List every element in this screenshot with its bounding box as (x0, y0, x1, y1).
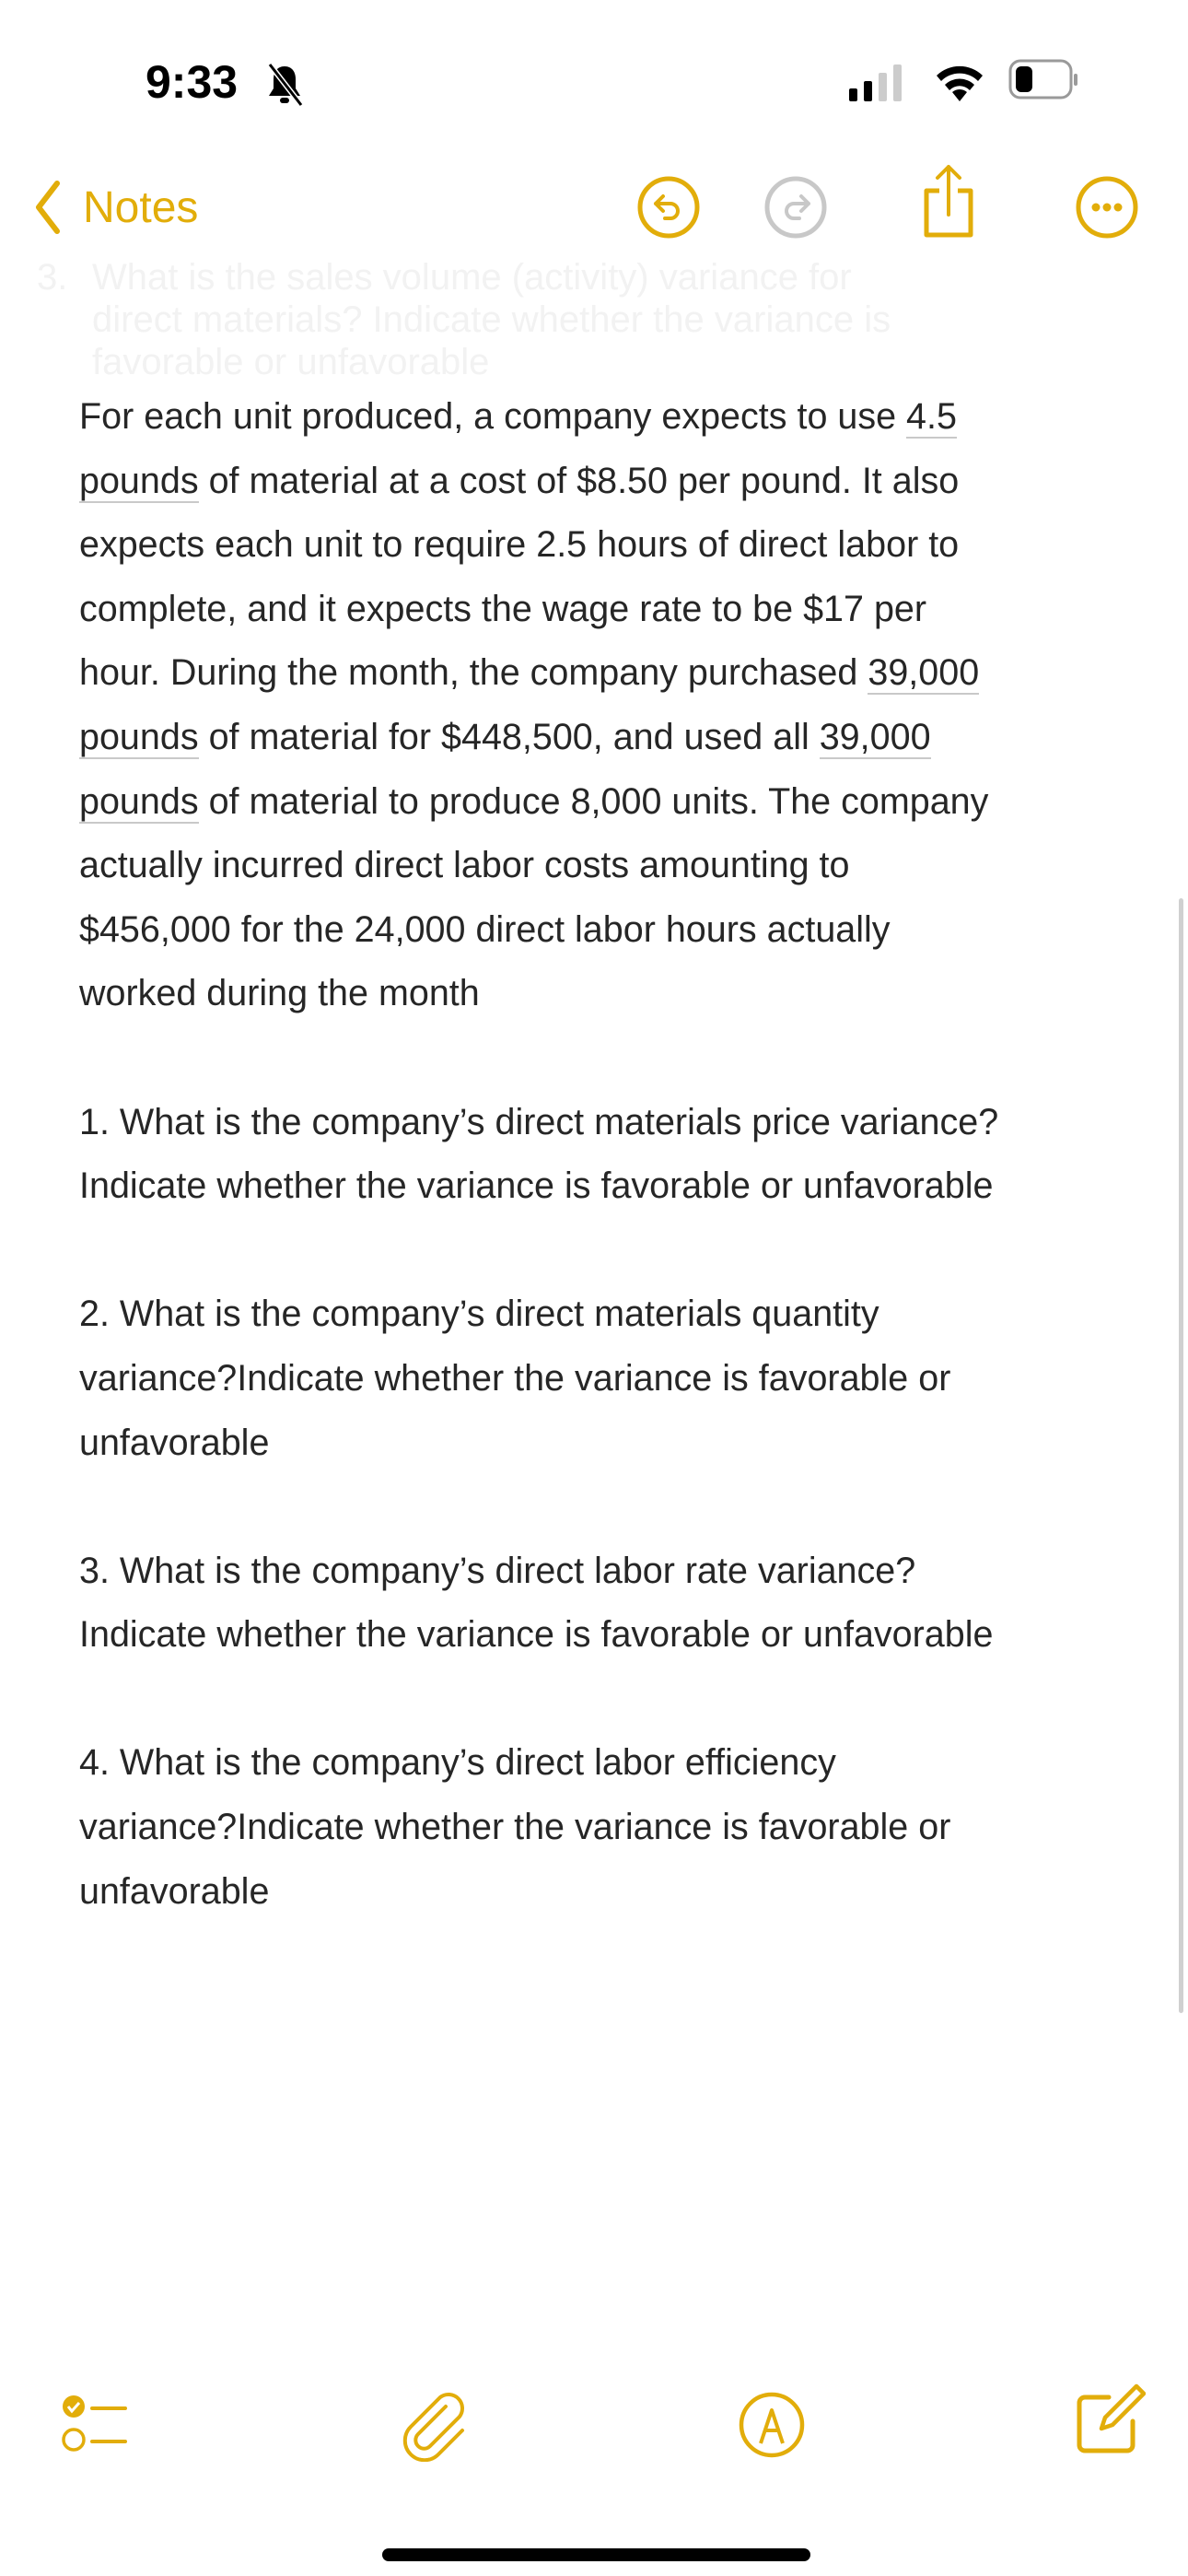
redo-icon[interactable] (763, 174, 829, 240)
text-segment: $456,000 for the 24,000 direct labor hours actually (79, 908, 891, 950)
text-segment: variance?Indicate whether the variance is favorable or (79, 1357, 951, 1399)
text-line (79, 1731, 998, 1796)
chevron-left-icon (33, 180, 61, 235)
text-segment: unfavorable (79, 1422, 270, 1463)
ghost-number: 3. (37, 257, 68, 298)
cellular-signal-icon (847, 63, 912, 103)
back-label: Notes (83, 182, 199, 232)
text-segment: of material at a cost of $8.50 per pound. It also (198, 460, 960, 501)
text-segment: unfavorable (79, 1870, 270, 1912)
text-segment: of material to produce 8,000 units. The company (198, 780, 989, 822)
text-line (79, 962, 998, 1026)
text-line (79, 385, 998, 450)
text-segment: 4. What is the company’s direct labor efficiency (79, 1742, 836, 1784)
text-segment: variance?Indicate whether the variance is favorable or (79, 1807, 951, 1848)
detected-measurement-link[interactable]: 39,000 (868, 652, 980, 694)
text-line (79, 706, 998, 770)
note-body[interactable] (79, 385, 998, 1924)
text-line (79, 834, 998, 898)
checklist-icon[interactable] (59, 2388, 133, 2462)
question-3 (79, 1540, 998, 1668)
text-line (79, 513, 998, 578)
question-2 (79, 1282, 998, 1475)
text-segment: Indicate whether the variance is favorable or unfavorable (79, 1165, 994, 1207)
text-line (79, 641, 998, 706)
text-line (79, 1347, 998, 1411)
text-line (79, 1411, 998, 1476)
question-4 (79, 1731, 998, 1924)
text-segment: Indicate whether the variance is favorable or unfavorable (79, 1614, 994, 1656)
text-segment: of material for $448,500, and used all (198, 716, 820, 757)
more-icon[interactable] (1074, 174, 1140, 240)
share-icon[interactable] (919, 163, 978, 240)
paragraph-gap (79, 1219, 998, 1283)
question-1 (79, 1091, 998, 1219)
ghost-line: direct materials? Indicate whether the variance is (92, 299, 891, 340)
detected-measurement-link[interactable]: 39,000 (819, 716, 931, 757)
ghost-line: What is the sales volume (activity) variance for (92, 257, 852, 298)
text-segment: worked during the month (79, 973, 480, 1014)
paragraph-gap (79, 1026, 998, 1091)
home-indicator[interactable] (382, 2548, 810, 2561)
problem-paragraph (79, 385, 998, 1026)
text-segment: For each unit produced, a company expects to use (79, 396, 907, 437)
text-line (79, 1540, 998, 1604)
text-line (79, 1091, 998, 1155)
undo-icon[interactable] (635, 174, 702, 240)
background-ghost-text (37, 256, 1142, 383)
detected-measurement-link[interactable]: pounds (79, 460, 199, 501)
scrollbar[interactable] (1179, 898, 1183, 2013)
bottom-toolbar (0, 2388, 1188, 2462)
text-line (79, 1603, 998, 1668)
text-line (79, 1796, 998, 1860)
text-segment: 3. What is the company’s direct labor rate variance? (79, 1550, 916, 1591)
text-line (79, 578, 998, 642)
text-segment: hour. During the month, the company purchased (79, 652, 868, 694)
wifi-icon (932, 61, 987, 103)
ghost-line: favorable or unfavorable (92, 342, 490, 382)
text-line (79, 1154, 998, 1219)
text-segment: complete, and it expects the wage rate to be $17 per (79, 588, 927, 629)
text-segment: 2. What is the company’s direct materials quantity (79, 1294, 879, 1335)
text-line (79, 898, 998, 963)
battery-icon (1008, 59, 1082, 101)
paragraph-gap (79, 1475, 998, 1540)
text-segment: expects each unit to require 2.5 hours of direct labor to (79, 524, 960, 566)
detected-measurement-link[interactable]: pounds (79, 716, 199, 757)
status-bar (0, 55, 1188, 120)
text-line (79, 1860, 998, 1925)
status-time: 9:33 (146, 56, 239, 108)
navigation-bar (0, 170, 1188, 253)
bell-slash-icon (264, 63, 305, 109)
text-line (79, 770, 998, 835)
text-line (79, 450, 998, 514)
text-segment: actually incurred direct labor costs amounting to (79, 845, 850, 886)
compose-icon[interactable] (1068, 2383, 1146, 2460)
paragraph-gap (79, 1668, 998, 1732)
markup-icon[interactable] (737, 2390, 807, 2460)
text-line (79, 1282, 998, 1347)
detected-measurement-link[interactable]: 4.5 (906, 396, 957, 437)
detected-measurement-link[interactable]: pounds (79, 780, 199, 822)
text-segment: 1. What is the company’s direct materials price variance? (79, 1101, 999, 1142)
paperclip-icon[interactable] (398, 2388, 472, 2462)
back-button[interactable] (33, 180, 198, 235)
